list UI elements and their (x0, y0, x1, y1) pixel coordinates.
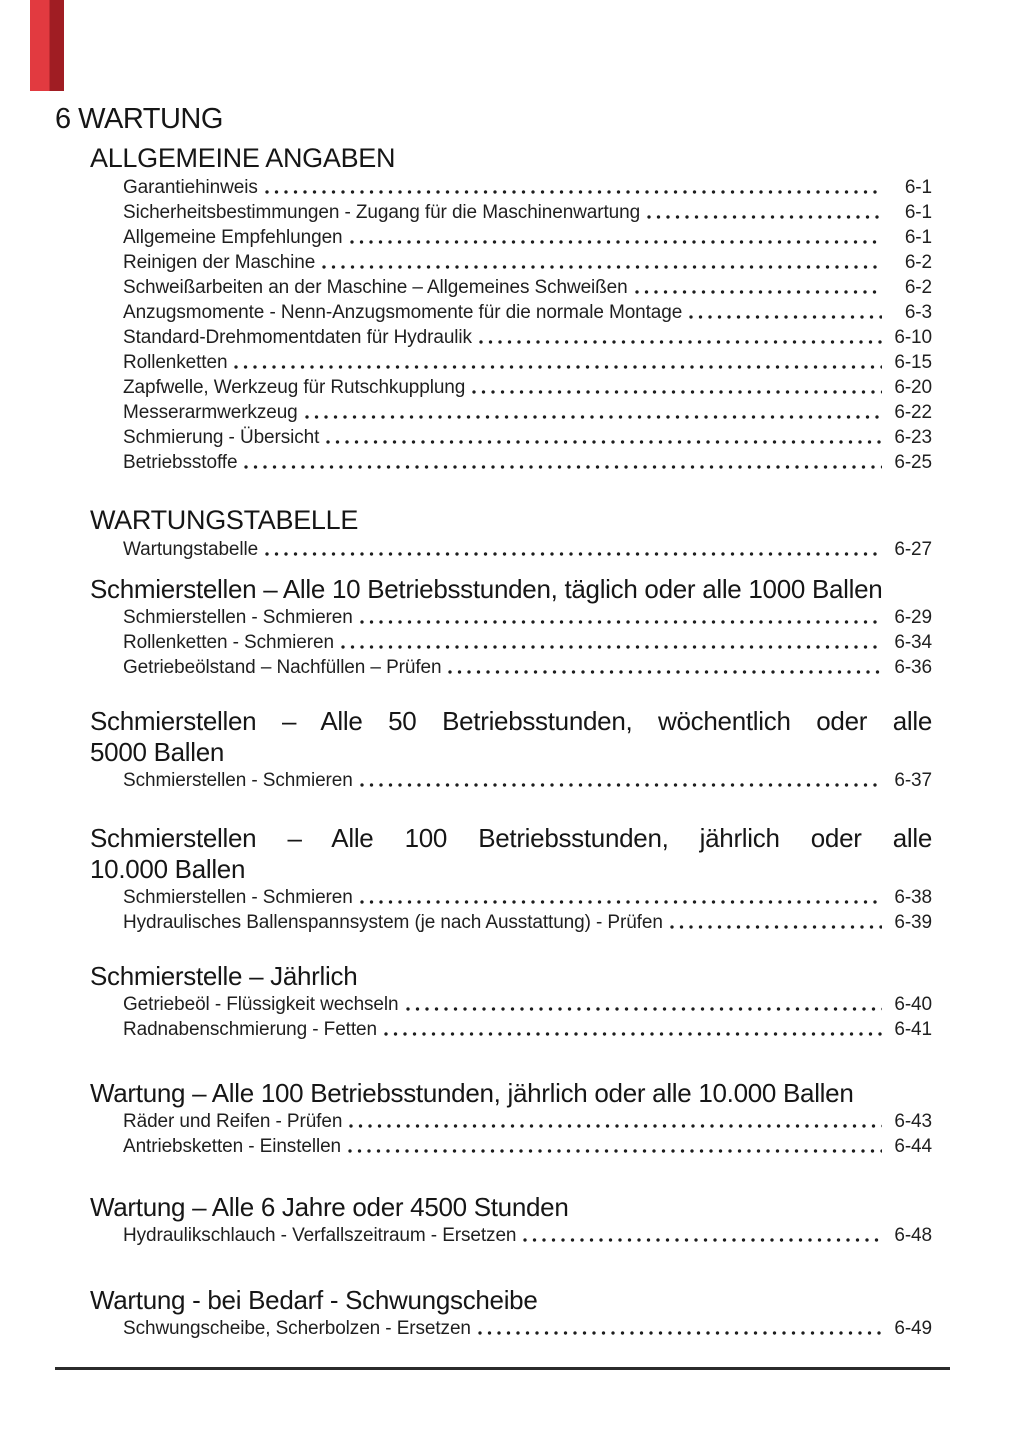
toc-entries (123, 768, 932, 793)
toc-entry (123, 300, 932, 325)
toc-entry-label: Schmierstellen - Schmieren (123, 770, 353, 791)
toc-section (55, 143, 932, 475)
toc-entry-page: 6-38 (894, 887, 932, 908)
toc-entry (123, 885, 932, 910)
toc-entry-label: Reinigen der Maschine (123, 252, 316, 273)
toc-entry (123, 768, 932, 793)
toc-entry-page: 6-27 (894, 539, 932, 560)
footer-rule (55, 1367, 950, 1370)
toc-entry-page: 6-15 (894, 352, 932, 373)
dotted-leader (523, 1223, 882, 1248)
toc-entry (123, 175, 932, 200)
dotted-leader (234, 350, 882, 375)
section-title-line: 5000 Ballen (90, 737, 225, 767)
dotted-leader (472, 375, 882, 400)
toc-entry-label: Schmierstellen - Schmieren (123, 887, 353, 908)
toc-entry-label: Zapfwelle, Werkzeug für Rutschkupplung (123, 377, 466, 398)
section-title-line: WARTUNGSTABELLE (90, 505, 359, 535)
toc-entry-label: Getriebeöl - Flüssigkeit wechseln (123, 994, 399, 1015)
toc-entries (123, 1223, 932, 1248)
toc-entry-label: Hydraulikschlauch - Verfallszeitraum - Ersetzen (123, 1225, 517, 1246)
toc-entry-label: Messerarmwerkzeug (123, 402, 298, 423)
toc-entry-label: Rollenketten (123, 352, 228, 373)
dotted-leader (265, 175, 882, 200)
toc-entry-page: 6-2 (904, 252, 932, 273)
toc-entry (123, 537, 932, 562)
section-title-line: Schmierstellen – Alle 10 Betriebsstunden, täglich oder alle 1000 Ballen (90, 574, 883, 604)
toc-entry-page: 6-40 (894, 994, 932, 1015)
dotted-leader (647, 200, 882, 225)
section-title (90, 1078, 932, 1109)
toc-entry-label: Räder und Reifen - Prüfen (123, 1111, 343, 1132)
toc-entry-label: Schmierstellen - Schmieren (123, 607, 353, 628)
dotted-leader (689, 300, 882, 325)
toc-entry-page: 6-41 (894, 1019, 932, 1040)
toc-entry-label: Radnabenschmierung - Fetten (123, 1019, 377, 1040)
toc-entry-page: 6-34 (894, 632, 932, 653)
toc-entries (123, 605, 932, 680)
dotted-leader (384, 1017, 882, 1042)
toc-entry (123, 200, 932, 225)
toc-entry (123, 655, 932, 680)
toc-entry-page: 6-1 (904, 177, 932, 198)
toc-entry-label: Rollenketten - Schmieren (123, 632, 334, 653)
toc-entry-page: 6-44 (894, 1136, 932, 1157)
toc-section (55, 505, 932, 562)
toc-section (55, 574, 932, 680)
toc-entries (123, 537, 932, 562)
toc-entry (123, 225, 932, 250)
section-title (90, 574, 932, 605)
toc-entry-label: Schweißarbeiten an der Maschine – Allgemeines Schweißen (123, 277, 628, 298)
section-title (90, 823, 932, 885)
dotted-leader (349, 1109, 882, 1134)
toc-entry (123, 910, 932, 935)
toc-entry (123, 1017, 932, 1042)
dotted-leader (244, 450, 882, 475)
section-title-line: Wartung – Alle 6 Jahre oder 4500 Stunden (90, 1192, 569, 1222)
toc-entry-page: 6-37 (894, 770, 932, 791)
dotted-leader (341, 630, 882, 655)
toc-entry-page: 6-2 (904, 277, 932, 298)
toc-entry-page: 6-39 (894, 912, 932, 933)
toc-entry (123, 350, 932, 375)
section-title (90, 1285, 932, 1316)
toc-entry-page: 6-29 (894, 607, 932, 628)
toc-entry-page: 6-1 (904, 202, 932, 223)
toc-entry (123, 275, 932, 300)
toc-entry (123, 630, 932, 655)
toc-entry-page: 6-23 (894, 427, 932, 448)
toc-entry-label: Schwungscheibe, Scherbolzen - Ersetzen (123, 1318, 471, 1339)
section-title-line: Schmierstelle – Jährlich (90, 961, 358, 991)
toc-entry (123, 992, 932, 1017)
toc-entry-page: 6-3 (904, 302, 932, 323)
toc-entries (123, 992, 932, 1042)
dotted-leader (348, 1134, 882, 1159)
toc-entry-label: Schmierung - Übersicht (123, 427, 320, 448)
toc-entries (123, 1316, 932, 1341)
dotted-leader (670, 910, 882, 935)
dotted-leader (360, 768, 882, 793)
toc-entry-page: 6-48 (894, 1225, 932, 1246)
toc-entry-page: 6-10 (894, 327, 932, 348)
dotted-leader (635, 275, 882, 300)
section-title (90, 143, 932, 173)
toc-section (55, 1078, 932, 1159)
toc-entry (123, 250, 932, 275)
toc-entry (123, 425, 932, 450)
toc-entry (123, 375, 932, 400)
toc-entry (123, 325, 932, 350)
toc-entry-label: Allgemeine Empfehlungen (123, 227, 343, 248)
toc-entry-page: 6-22 (894, 402, 932, 423)
toc-entry-label: Getriebeölstand – Nachfüllen – Prüfen (123, 657, 442, 678)
toc-entry-page: 6-36 (894, 657, 932, 678)
dotted-leader (350, 225, 882, 250)
toc-sections (55, 143, 932, 1341)
section-title (90, 961, 932, 992)
section-title-line: Schmierstellen – Alle 50 Betriebsstunden, wöchentlich oder alle (90, 706, 932, 736)
toc-entry-page: 6-49 (894, 1318, 932, 1339)
section-title (90, 706, 932, 768)
toc-entry (123, 1223, 932, 1248)
dotted-leader (322, 250, 882, 275)
toc-entry (123, 400, 932, 425)
toc-entries (123, 885, 932, 935)
toc-entry-label: Wartungstabelle (123, 539, 259, 560)
dotted-leader (265, 537, 882, 562)
toc-entries (123, 175, 932, 475)
toc-entry (123, 1109, 932, 1134)
toc-entry-page: 6-20 (894, 377, 932, 398)
section-title-line: Wartung - bei Bedarf - Schwungscheibe (90, 1285, 538, 1315)
toc-entry (123, 450, 932, 475)
dotted-leader (360, 885, 882, 910)
section-title-line: Wartung – Alle 100 Betriebsstunden, jährlich oder alle 10.000 Ballen (90, 1078, 854, 1108)
toc-entry-page: 6-1 (904, 227, 932, 248)
section-title-line: 10.000 Ballen (90, 854, 246, 884)
dotted-leader (479, 325, 882, 350)
toc-section (55, 961, 932, 1042)
toc-entry-label: Hydraulisches Ballenspannsystem (je nach Ausstattung) - Prüfen (123, 912, 663, 933)
toc-entry (123, 1316, 932, 1341)
dotted-leader (448, 655, 882, 680)
chapter-title: 6 WARTUNG (55, 103, 223, 135)
dotted-leader (305, 400, 882, 425)
toc-section (55, 706, 932, 793)
toc-entry-label: Anzugsmomente - Nenn-Anzugsmomente für die normale Montage (123, 302, 683, 323)
toc-entry-page: 6-25 (894, 452, 932, 473)
toc-entry-page: 6-43 (894, 1111, 932, 1132)
dotted-leader (478, 1316, 882, 1341)
section-title (90, 1192, 932, 1223)
toc-entry-label: Garantiehinweis (123, 177, 258, 198)
toc-entry-label: Sicherheitsbestimmungen - Zugang für die Maschinenwartung (123, 202, 641, 223)
toc-entry-label: Betriebsstoffe (123, 452, 238, 473)
toc-entry-label: Standard-Drehmomentdaten für Hydraulik (123, 327, 472, 348)
toc-section (55, 1192, 932, 1248)
section-title (90, 505, 932, 535)
toc-entry (123, 605, 932, 630)
dotted-leader (326, 425, 882, 450)
toc-entry-label: Antriebsketten - Einstellen (123, 1136, 342, 1157)
dotted-leader (406, 992, 883, 1017)
toc-entries (123, 1109, 932, 1159)
toc-section (55, 1285, 932, 1341)
toc-entry (123, 1134, 932, 1159)
toc-section (55, 823, 932, 935)
section-title-line: Schmierstellen – Alle 100 Betriebsstunden, jährlich oder alle (90, 823, 932, 853)
dotted-leader (360, 605, 882, 630)
section-title-line: ALLGEMEINE ANGABEN (90, 143, 396, 173)
